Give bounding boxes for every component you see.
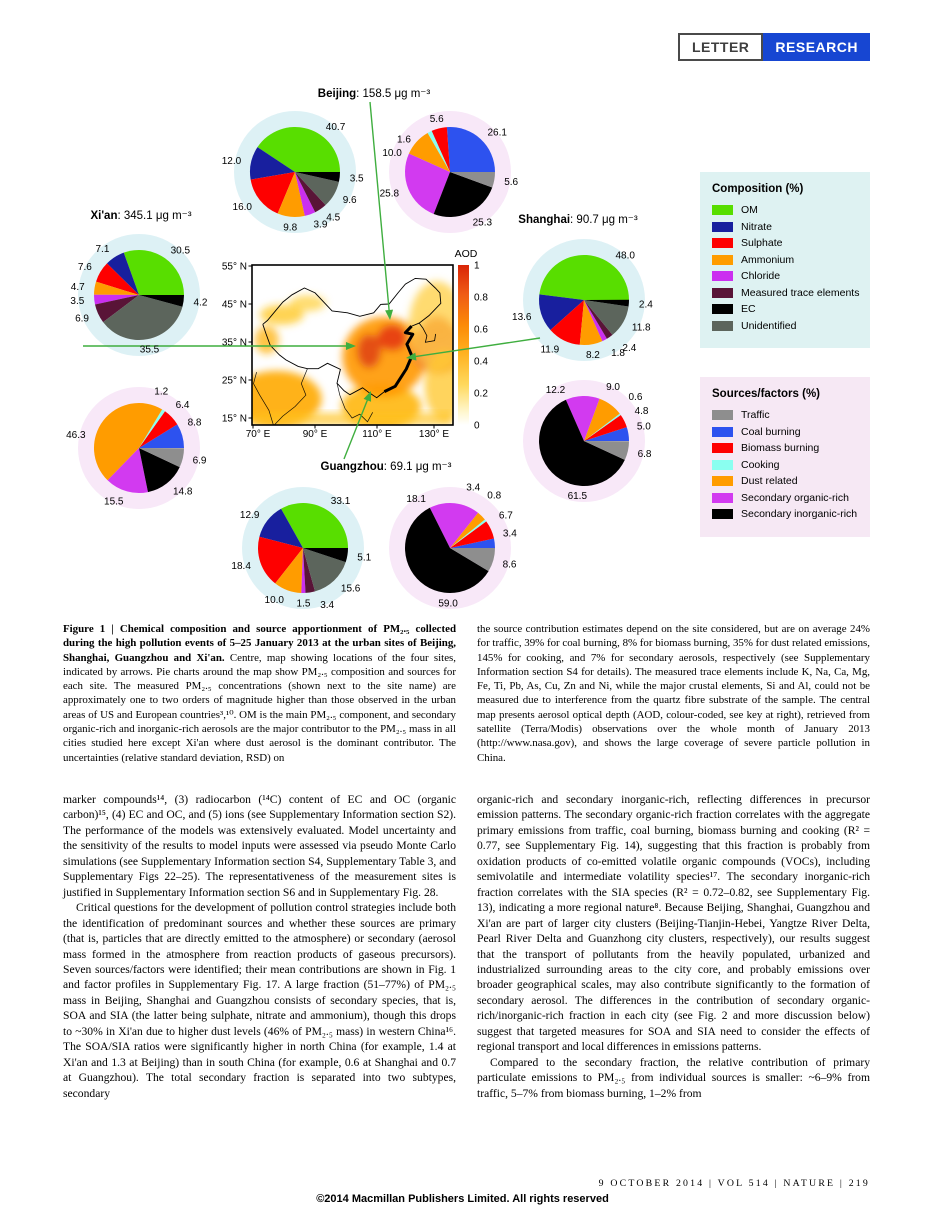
legend-swatch xyxy=(712,271,733,281)
legend-label: Ammonium xyxy=(741,253,795,266)
sources-legend-items xyxy=(712,409,860,520)
pie-value-label: 7.6 xyxy=(77,262,92,274)
pie-value-label: 3.4 xyxy=(466,482,481,494)
legend-label: Cooking xyxy=(741,458,780,471)
legend-item xyxy=(712,508,860,520)
pie-value-label: 1.8 xyxy=(611,347,626,359)
pie-value-label: 11.9 xyxy=(540,344,560,356)
legend-label: Secondary organic-rich xyxy=(741,491,849,504)
legend-swatch xyxy=(712,238,733,248)
pie-value-label: 46.3 xyxy=(66,430,86,442)
legend-label: Dust related xyxy=(741,475,798,487)
pie-value-label: 5.1 xyxy=(357,552,372,564)
legend-swatch xyxy=(712,410,733,420)
body-paragraph: Critical questions for the development of pollution control strategies include both the identification of predominant sources and whether these sources are primary (that is, particles that are directly emitted to the atmosphere) or secondary (aerosol mass formed in the atmosphere from reaction products of gaseous precursors). Seven sources/factors were identified; their mean contributions are shown in Fig. 1 and factor profiles in Supplementary Fig. 17. A large fraction (51–77%) of PM₂.₅ mass in Beijing, Shanghai and Guangzhou consists of secondary species, that is, SOA and SIA (the latter being sulphate, nitrate and ammonium), though this drops to ~30% in Xi'an due to higher dust levels (46% of PM₂.₅ mass) in western China¹⁶. The SOA/SIA ratios were significantly higher in north China (for example, 1.4 at Xi'an and 1.3 at Beijing) than in south China (for example, 0.6 at Shanghai and 0.7 at Guangzhou). The total secondary fraction is separated into two subtypes, secondary xyxy=(63,901,456,1100)
pie-value-label: 9.6 xyxy=(342,194,357,206)
pie-value-label: 13.6 xyxy=(512,311,532,323)
pie-title-guangzhou: Guangzhou: 69.1 μg m⁻³ xyxy=(320,461,452,473)
pie-value-label: 6.8 xyxy=(637,448,652,460)
legend-label: Coal burning xyxy=(741,425,801,438)
sources-legend xyxy=(700,377,870,537)
aod-colorbar-tick: 0.8 xyxy=(474,292,488,304)
pie-value-label: 4.2 xyxy=(193,297,208,309)
research-badge: RESEARCH xyxy=(763,33,870,61)
map-lat-tick: 35° N xyxy=(221,337,247,349)
pie-value-label: 30.5 xyxy=(170,245,191,257)
legend-item xyxy=(712,320,860,332)
legend-item xyxy=(712,442,860,454)
pie-title-beijing: Beijing: 158.5 μg m⁻³ xyxy=(317,88,431,100)
pie-value-label: 5.6 xyxy=(429,114,444,126)
caption-column-left xyxy=(63,622,456,765)
pie-value-label: 18.4 xyxy=(231,561,251,573)
map-lat-tick: 25° N xyxy=(221,375,247,387)
caption-text: Centre, map showing locations of the four sites, indicated by arrows. Pie charts around the map show PM₂.₅ composition and sources for each site. The measured PM₂.₅ concentrations (shown next to the site name) are approximately one to two orders of magnitude higher than those observed in the urban areas of US and European countries³,¹⁰. OM is the main PM₂.₅ component, and secondary organic-rich and inorganic-rich aerosols are the major contributor to the PM₂.₅ mass in all cities studied here except Xi'an where dust aerosol is the dominant contributor. The uncertainties (relative standard deviation, RSD) on xyxy=(63,651,456,764)
legend-label: Secondary inorganic-rich xyxy=(741,508,858,520)
composition-legend xyxy=(700,172,870,348)
pie-value-label: 48.0 xyxy=(615,250,635,262)
aod-colorbar-tick: 0 xyxy=(474,420,480,432)
pie-title-xian: Xi'an: 345.1 μg m⁻³ xyxy=(90,210,192,222)
legend-swatch xyxy=(712,222,733,232)
pie-value-label: 25.8 xyxy=(379,188,400,200)
pie-value-label: 11.8 xyxy=(631,322,651,334)
pie-value-label: 4.5 xyxy=(326,212,341,224)
legend-label: Nitrate xyxy=(741,220,772,233)
pie-value-label: 1.2 xyxy=(154,386,169,398)
pie-value-label: 3.5 xyxy=(349,173,364,185)
pie-value-label: 6.7 xyxy=(498,510,513,522)
legend-item xyxy=(712,426,860,438)
aod-colorbar-tick: 0.6 xyxy=(474,324,488,336)
legend-swatch xyxy=(712,493,733,503)
pie-value-label: 14.8 xyxy=(173,486,193,498)
pie-value-label: 18.1 xyxy=(406,494,426,506)
legend-item xyxy=(712,459,860,471)
legend-label: Traffic xyxy=(741,409,770,421)
aod-colorbar-tick: 0.2 xyxy=(474,388,488,400)
pie-value-label: 12.9 xyxy=(239,509,260,521)
legend-item xyxy=(712,204,860,216)
body-paragraph: Compared to the secondary fraction, the relative contribution of primary particulate emissions to PM₂.₅ from individual sources is smaller: ~6–9% from traffic, 5–7% from biomass burning, 1–2% from xyxy=(477,1055,870,1100)
body-paragraph: marker compounds¹⁴, (3) radiocarbon (¹⁴C) content of EC and OC (organic carbon)¹⁵, (4) EC and OC, and (5) ions (see Supplementary Information section S2). The performance of the models was extensively evaluated. Model uncertainty and the sensitivity of the results to model inputs were assessed via pseudo Monte Carlo simulations (see Supplementary Information section S4, Supplementary Table 3, and Supplementary Figs 22–25). The representativeness of the measurement sites is justified in Supplementary Information section S6 and in Supplementary Fig. 28. xyxy=(63,793,456,899)
pie-value-label: 8.6 xyxy=(502,559,517,571)
legend-swatch xyxy=(712,460,733,470)
pie-value-label: 6.4 xyxy=(175,399,190,411)
pie-value-label: 6.9 xyxy=(192,455,207,467)
pie-value-label: 12.2 xyxy=(545,384,566,396)
legend-item xyxy=(712,237,860,249)
body-column-left xyxy=(63,792,456,1101)
map-lat-tick: 55° N xyxy=(221,261,247,273)
letter-badge: LETTER xyxy=(678,33,763,61)
pie-value-label: 12.0 xyxy=(221,156,242,168)
pie-value-label: 40.7 xyxy=(325,121,346,133)
legend-swatch xyxy=(712,443,733,453)
pie-value-label: 2.4 xyxy=(638,299,653,311)
issue-line: 9 OCTOBER 2014 | VOL 514 | NATURE | 219 xyxy=(598,1178,870,1189)
pie-value-label: 9.0 xyxy=(606,381,621,393)
body-column-right xyxy=(477,792,870,1101)
legend-item xyxy=(712,409,860,421)
pie-value-label: 10.0 xyxy=(382,148,402,159)
pie-value-label: 15.6 xyxy=(340,583,361,595)
pie-value-label: 3.9 xyxy=(313,219,328,231)
pie-value-label: 7.1 xyxy=(95,244,110,256)
pie-value-label: 10.0 xyxy=(264,595,284,607)
aod-colorbar-tick: 1 xyxy=(474,260,480,272)
pie-value-label: 3.5 xyxy=(70,296,85,308)
legend-label: Unidentified xyxy=(741,319,797,332)
legend-swatch xyxy=(712,476,733,486)
legend-item xyxy=(712,303,860,315)
pie-value-label: 4.8 xyxy=(634,406,649,418)
legend-swatch xyxy=(712,304,733,314)
composition-legend-items xyxy=(712,204,860,332)
pie-value-label: 33.1 xyxy=(330,496,351,508)
map-lat-tick: 45° N xyxy=(221,299,247,311)
map-lon-tick: 110° E xyxy=(362,429,392,440)
pie-value-label: 8.2 xyxy=(585,349,600,361)
pie-value-label: 2.4 xyxy=(622,342,637,354)
legend-item xyxy=(712,270,860,282)
pie-value-label: 16.0 xyxy=(232,201,252,213)
pie-value-label: 25.3 xyxy=(472,217,493,229)
pie-value-label: 5.6 xyxy=(504,177,519,189)
legend-item xyxy=(712,254,860,266)
legend-label: EC xyxy=(741,303,756,315)
legend-swatch xyxy=(712,427,733,437)
map-lon-tick: 90° E xyxy=(302,429,328,440)
legend-item xyxy=(712,221,860,233)
legend-label: Biomass burning xyxy=(741,442,820,454)
caption-lead: Figure 1 | Chemical composition and source apportionment of PM₂.₅ collected during the high pollution events of 5–25 January 2013 at the urban sites of Beijing, Shanghai, Guangzhou and Xi'an. xyxy=(63,623,456,664)
pie-value-label: 1.5 xyxy=(296,598,311,610)
legend-item xyxy=(712,492,860,504)
pie-value-label: 5.0 xyxy=(636,421,651,433)
legend-label: OM xyxy=(741,204,758,216)
legend-swatch xyxy=(712,205,733,215)
legend-label: Chloride xyxy=(741,270,781,282)
pie-value-label: 6.9 xyxy=(75,313,89,325)
map-lon-tick: 130° E xyxy=(418,429,450,440)
aod-colorbar xyxy=(458,265,469,425)
legend-label: Sulphate xyxy=(741,237,783,249)
pie-value-label: 0.8 xyxy=(487,490,502,502)
figure-caption xyxy=(63,622,870,765)
caption-column-right: the source contribution estimates depend on the site considered, but are on average 24% for traffic, 39% for coal burning, 8% for biomass burning, 35% for dust related emissions, 145% for cooking, and 7% for secondary aerosols, respectively (see Supplementary Information section S4 for details). The measured trace elements include K, Na, Ca, Mg, Fe, Ti, Pb, As, Cu, Zn and Ni, while the major crustal elements, Si and Al, could not be measured due to interference from the quartz fibre substrate of the sample. The central map presents aerosol optical depth (AOD, colour-coded, see key at right), retrieved from satellite (Terra/Modis) observations over the whole month of January 2013 (http://www.nasa.gov), and shows the large coverage of severe particle pollution in China. xyxy=(477,623,870,764)
composition-legend-title: Composition (%) xyxy=(712,183,804,195)
map-lat-tick: 15° N xyxy=(221,413,247,425)
pie-value-label: 59.0 xyxy=(438,598,458,610)
sources-legend-title: Sources/factors (%) xyxy=(712,388,821,400)
legend-swatch xyxy=(712,255,733,265)
pie-value-label: 35.5 xyxy=(139,344,160,356)
body-paragraph: organic-rich and secondary inorganic-rich, reflecting differences in precursor emission patterns. The secondary organic-rich fraction correlates with the aggregate primary emissions from traffic, coal burning, biomass burning and cooking (R² = 0.77, see Supplementary Fig. 14), suggesting that this fraction is probably from oxidation products of co-emitted volatile organic compounds (VOCs), including semivolatile and intermediate volatility species¹⁷. The secondary inorganic-rich fraction correlates with the SIA species (R² = 0.72–0.82, see Supplementary Fig. 13), indicating a more regional nature⁸. Because Beijing, Shanghai, Guangzhou and Xi'an are part of larger city clusters (Beijing-Tianjin-Hebei, Yangtze River Delta, Pearl River Delta and Guanzhong city clusters, respectively), our results suggest that the transport of pollutants from the heavily populated, urbanized and industrialized surrounding areas to the city core, and probably emissions over broader geographical scales, may also contribute significantly to the formation of secondary aerosol. The differences in the contribution of secondary organic-rich/inorganic-rich fraction in each city (see Fig. 2 and more discussion below) suggest that targeted measures for SOA and SIA need to consider the effects of regional transport and local differences in emissions patterns. xyxy=(477,793,870,1054)
pie-value-label: 8.8 xyxy=(187,417,202,429)
aod-colorbar-tick: 0.4 xyxy=(474,356,488,368)
pie-value-label: 1.6 xyxy=(396,134,411,146)
legend-swatch xyxy=(712,321,733,331)
copyright-line: ©2014 Macmillan Publishers Limited. All rights reserved xyxy=(316,1193,609,1205)
pie-title-shanghai: Shanghai: 90.7 μg m⁻³ xyxy=(518,214,638,226)
pie-value-label: 26.1 xyxy=(487,127,507,139)
pie-value-label: 9.8 xyxy=(283,222,298,234)
pie-value-label: 61.5 xyxy=(567,491,588,503)
pie-value-label: 3.4 xyxy=(502,528,517,540)
pie-value-label: 3.4 xyxy=(320,599,335,611)
pie-value-label: 4.7 xyxy=(70,282,85,294)
legend-label: Measured trace elements xyxy=(741,286,860,299)
aod-colorbar-title: AOD xyxy=(454,248,478,260)
legend-item xyxy=(712,287,860,299)
pie-value-label: 0.6 xyxy=(628,392,643,403)
map-lon-tick: 70° E xyxy=(245,429,271,440)
legend-swatch xyxy=(712,509,733,519)
pie-value-label: 15.5 xyxy=(104,496,124,508)
legend-item xyxy=(712,475,860,487)
article-body xyxy=(63,792,870,1101)
legend-swatch xyxy=(712,288,733,298)
